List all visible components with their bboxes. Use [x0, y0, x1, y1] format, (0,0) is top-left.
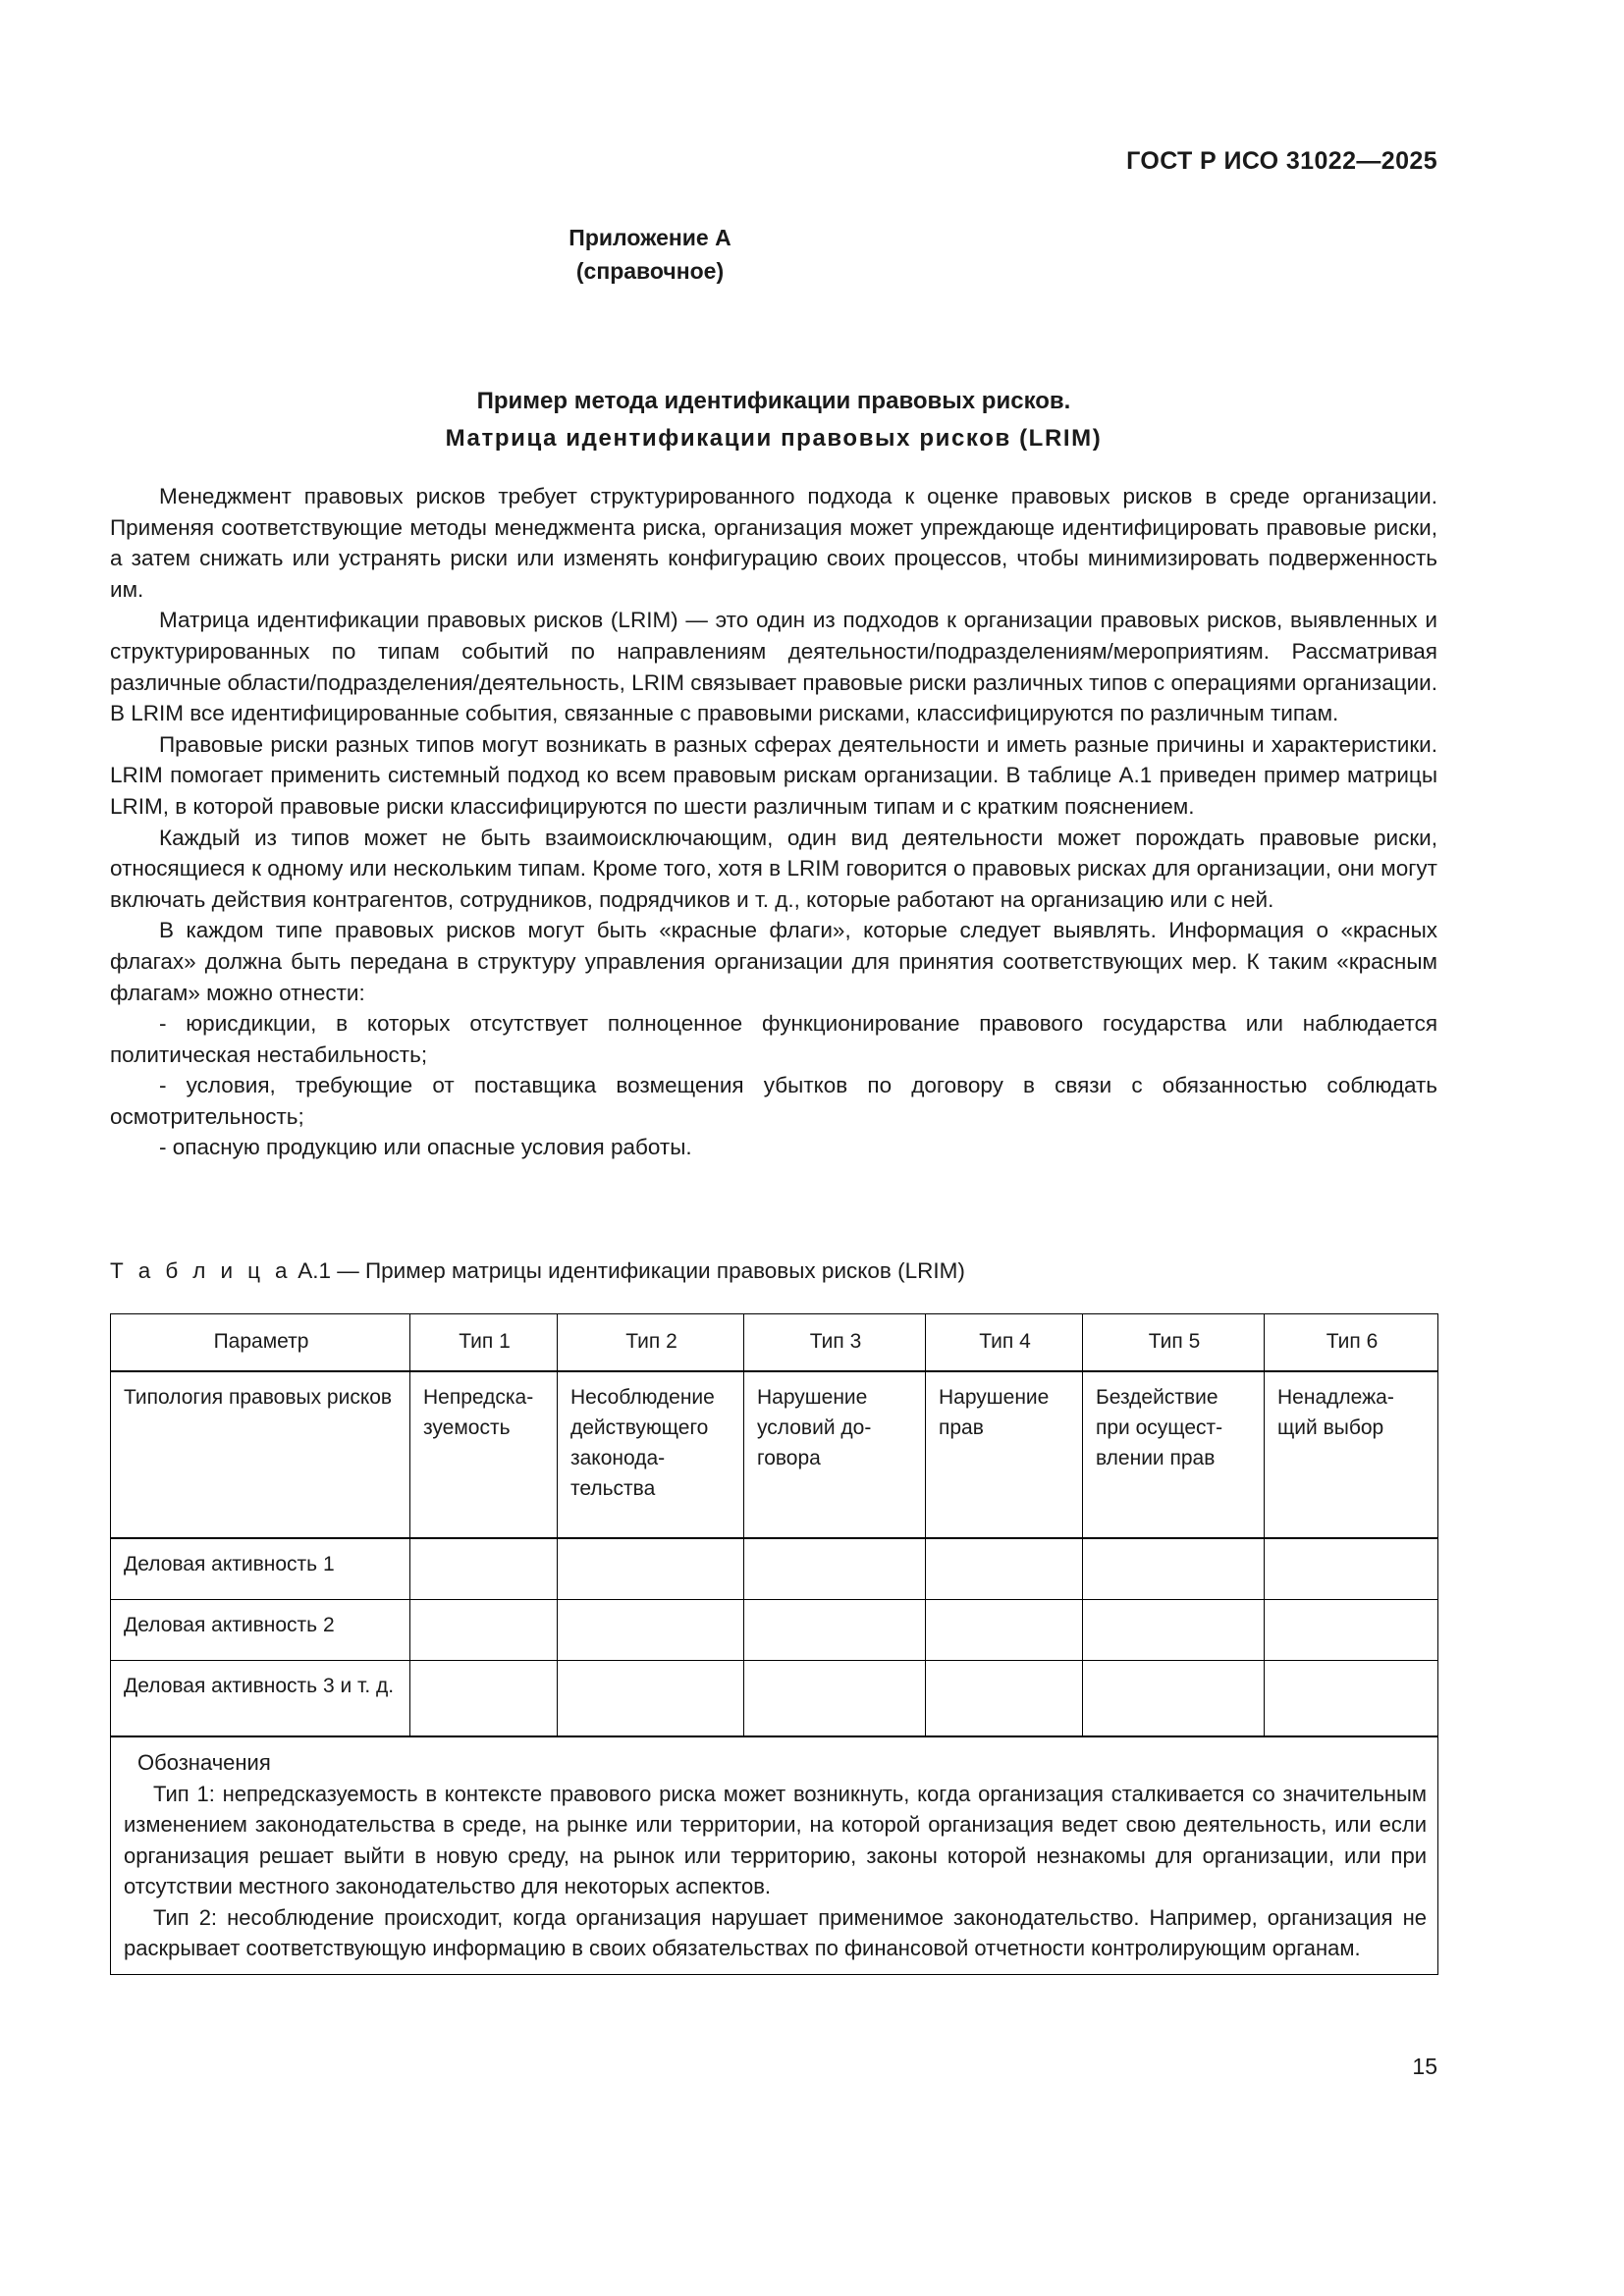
activity-2-type-1 — [410, 1599, 558, 1660]
lrim-table-container — [110, 1313, 1437, 1975]
table-notes-row — [111, 1736, 1438, 1974]
column-header-type-3: Тип 3 — [744, 1314, 926, 1372]
activity-3-type-3 — [744, 1660, 926, 1736]
activity-label-1: Деловая активность 1 — [111, 1538, 410, 1599]
table-caption-text: А.1 — Пример матрицы идентификации правовых рисков (LRIM) — [291, 1258, 965, 1283]
activity-3-type-5 — [1083, 1660, 1265, 1736]
page-title — [110, 383, 1437, 457]
bullet-item-2: - условия, требующие от поставщика возмещения убытков по договору в связи с обязанностью соблюдать осмотрительность; — [110, 1073, 1437, 1129]
page-number: 15 — [1412, 2054, 1437, 2079]
activity-1-type-3 — [744, 1538, 926, 1599]
activity-label-2: Деловая активность 2 — [111, 1599, 410, 1660]
activity-1-type-4 — [926, 1538, 1083, 1599]
notes-type-1: Тип 1: непредсказуемость в контексте правового риска может возникнуть, когда организация сталкивается со значительным изменением законодательства в среде, на рынке или территории, на которой организация ведет свою деятельность, или если организация решает выйти в новую среду, на рынок или территорию, законы которой незнакомы для организации, или при отсутствии местного законодательство для некоторых аспектов. — [124, 1781, 1427, 1898]
bullet-item-1: - юрисдикции, в которых отсутствует полноценное функционирование правового государства или наблюдается политическая нестабильность; — [110, 1011, 1437, 1067]
activity-1-type-2 — [558, 1538, 744, 1599]
table-caption-label: Т а б л и ц а — [110, 1258, 292, 1283]
activity-1-type-6 — [1265, 1538, 1438, 1599]
column-header-parameter: Параметр — [111, 1314, 410, 1372]
activity-2-type-2 — [558, 1599, 744, 1660]
paragraph-1: Менеджмент правовых рисков требует структурированного подхода к оценке правовых рисков в среде организации. Применяя соответствующие методы менеджмента риска, организация может упреждающе идентифицировать правовые риски, а затем снижать или устранять риски или изменять конфигурацию своих процессов, чтобы минимизировать подверженность им. — [110, 484, 1437, 602]
activity-2-type-6 — [1265, 1599, 1438, 1660]
column-header-type-4: Тип 4 — [926, 1314, 1083, 1372]
paragraph-4: Каждый из типов может не быть взаимоисключающим, один вид деятельности может порождать правовые риски, относящиеся к одному или нескольким типам. Кроме того, хотя в LRIM говорится о правовых рисках для организации, они могут включать действия контрагентов, сотрудников, подрядчиков и т. д., которые работают на организацию или с ней. — [110, 825, 1437, 912]
lrim-table — [110, 1313, 1438, 1975]
notes-type-2: Тип 2: несоблюдение происходит, когда организация нарушает применимое законодательство. Например, организация не раскрывает соответствующую информацию в своих обязательствах по финансовой отчетности контролирующим органам. — [124, 1904, 1427, 1960]
typology-type-4: Нарушение прав — [926, 1371, 1083, 1538]
column-header-type-5: Тип 5 — [1083, 1314, 1265, 1372]
activity-3-type-1 — [410, 1660, 558, 1736]
activity-label-3: Деловая активность 3 и т. д. — [111, 1660, 410, 1736]
activity-1-type-1 — [410, 1538, 558, 1599]
paragraph-3: Правовые риски разных типов могут возникать в разных сферах деятельности и иметь разные причины и характеристики. LRIM помогает применить системный подход ко всем правовым рискам организации. В таблице А.1 приведен пример матрицы LRIM, в которой правовые риски классифицируются по шести различным типам и с кратким пояснением. — [110, 731, 1437, 819]
activity-1-type-5 — [1083, 1538, 1265, 1599]
activity-2-type-3 — [744, 1599, 926, 1660]
table-header-row — [111, 1314, 1438, 1372]
table-row — [111, 1538, 1438, 1599]
typology-type-2: Несоблюдение действующего законодательства — [558, 1371, 744, 1538]
activity-3-type-6 — [1265, 1660, 1438, 1736]
table-caption — [110, 1258, 965, 1284]
page-title-line-2: Матрица идентификации правовых рисков (LRIM) — [445, 425, 1103, 452]
column-header-type-6: Тип 6 — [1265, 1314, 1438, 1372]
appendix-heading — [110, 221, 1190, 288]
column-header-type-1: Тип 1 — [410, 1314, 558, 1372]
column-header-type-2: Тип 2 — [558, 1314, 744, 1372]
bullet-item-3: - опасную продукцию или опасные условия работы. — [159, 1135, 692, 1160]
table-row — [111, 1660, 1438, 1736]
typology-type-3: Нарушение условий договора — [744, 1371, 926, 1538]
activity-2-type-4 — [926, 1599, 1083, 1660]
appendix-subtitle: (справочное) — [575, 258, 725, 284]
paragraph-5: В каждом типе правовых рисков могут быть «красные флаги», которые следует выявлять. Информация о «красных флагах» должна быть передана в структуру управления организации для принятия соответствующих мер. К таким «красным флагам» можно отнести: — [110, 918, 1437, 1005]
appendix-title: Приложение А — [568, 225, 731, 250]
activity-3-type-4 — [926, 1660, 1083, 1736]
standard-header: ГОСТ Р ИСО 31022—2025 — [1126, 147, 1437, 175]
typology-type-5: Бездействие при осуществлении прав — [1083, 1371, 1265, 1538]
notes-heading: Обозначения — [137, 1750, 271, 1775]
page-title-line-1: Пример метода идентификации правовых рисков. — [476, 388, 1071, 414]
typology-type-1: Непредсказуемость — [410, 1371, 558, 1538]
typology-type-6: Ненадлежащий выбор — [1265, 1371, 1438, 1538]
typology-label: Типология правовых рисков — [111, 1371, 410, 1538]
table-notes — [111, 1736, 1438, 1974]
body-text — [110, 481, 1437, 1163]
activity-3-type-2 — [558, 1660, 744, 1736]
paragraph-2: Матрица идентификации правовых рисков (LRIM) — это один из подходов к организации правовых рисков, выявленных и структурированных по типам событий по направлениям деятельности/подразделениям/мероприятиям. Рассматривая различные области/подразделения/деятельность, LRIM связывает правовые риски различных типов с операциями организации. В LRIM все идентифицированные события, связанные с правовыми рисками, классифицируются по различным типам. — [110, 608, 1437, 726]
activity-2-type-5 — [1083, 1599, 1265, 1660]
table-row-typology — [111, 1371, 1438, 1538]
table-row — [111, 1599, 1438, 1660]
